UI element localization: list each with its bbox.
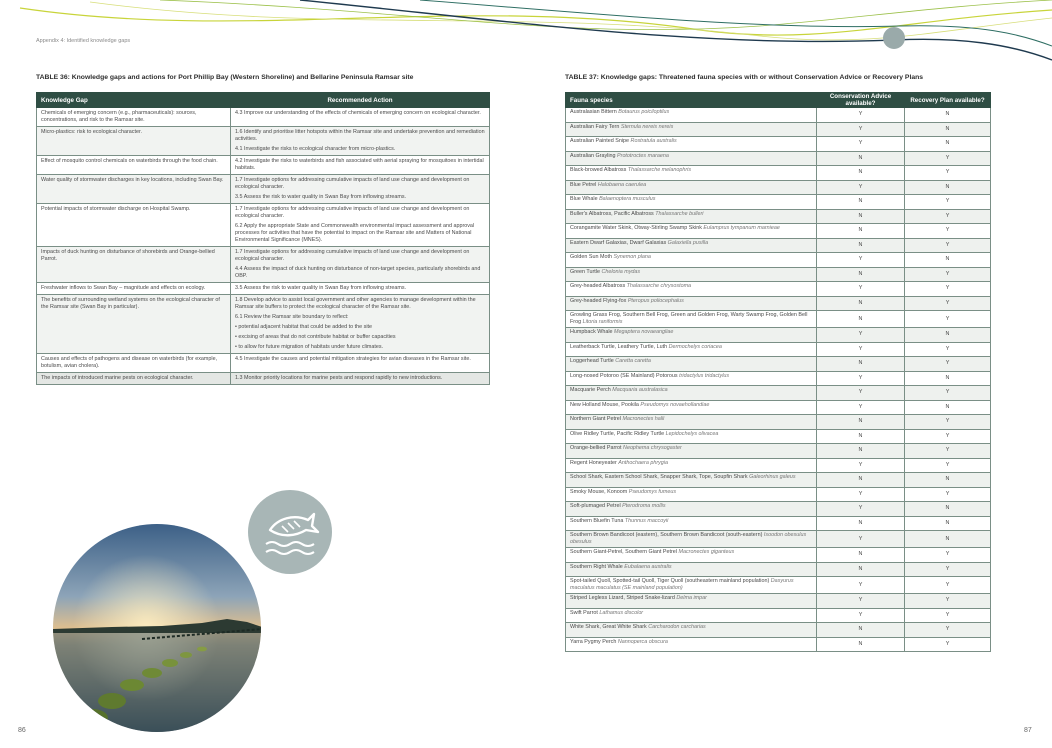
conservation-advice-cell: Y bbox=[817, 328, 905, 343]
fauna-species-cell bbox=[566, 371, 817, 386]
species-common-name: Loggerhead Turtle bbox=[570, 358, 614, 365]
knowledge-gap-cell: Potential impacts of stormwater discharge on Hospital Swamp. bbox=[37, 204, 231, 247]
recovery-plan-cell: N bbox=[905, 108, 991, 123]
species-common-name: Southern Giant-Petrel, Southern Giant Petrel bbox=[570, 549, 677, 556]
species-common-name: Spot-tailed Quoll, Spotted-tail Quoll, Tiger Quoll (southeastern mainland population) bbox=[570, 578, 770, 585]
fauna-species-cell bbox=[566, 108, 817, 123]
table-row bbox=[566, 516, 991, 531]
species-scientific-name: Macronectes giganteus bbox=[678, 549, 735, 556]
species-scientific-name: Pteropus poliocephalus bbox=[627, 297, 684, 304]
species-common-name: Soft-plumaged Petrel bbox=[570, 503, 621, 510]
species-common-name: Green Turtle bbox=[570, 268, 600, 275]
table37-title: TABLE 37: Knowledge gaps: Threatened fauna species with or without Conservation Advice or Recovery Plans bbox=[565, 74, 924, 81]
fauna-species-cell bbox=[566, 166, 817, 181]
species-common-name: Golden Sun Moth bbox=[570, 254, 612, 260]
conservation-advice-cell: N bbox=[817, 429, 905, 444]
action-item: 1.3 Monitor priority locations for marine pests and respond rapidly to new introductions. bbox=[235, 375, 443, 382]
action-item: 4.3 Improve our understanding of the effects of chemicals of emerging concern on ecological character. bbox=[235, 110, 481, 116]
species-scientific-name: Pterodroma mollis bbox=[622, 503, 666, 510]
column-header-knowledge-gap: Knowledge Gap bbox=[37, 93, 231, 108]
fauna-species-cell bbox=[566, 415, 817, 430]
species-scientific-name: Dasyurus maculatus maculatus (SE mainland population) bbox=[570, 578, 794, 592]
fauna-species-cell bbox=[566, 458, 817, 473]
species-common-name: Grey-headed Flying-fox bbox=[570, 297, 627, 304]
conservation-advice-cell: Y bbox=[817, 577, 905, 594]
recovery-plan-cell: Y bbox=[905, 224, 991, 239]
species-common-name: Australian Painted Snipe bbox=[570, 138, 630, 144]
knowledge-gap-cell: Water quality of stormwater discharges in key locations, including Swan Bay. bbox=[37, 175, 231, 204]
species-common-name: Striped Legless Lizard, Striped Snake-lizard bbox=[570, 595, 675, 602]
fauna-species-cell bbox=[566, 180, 817, 195]
recommended-action-cell bbox=[231, 175, 490, 204]
species-scientific-name: Nannoperca obscura bbox=[617, 638, 668, 645]
species-scientific-name: Rostratula australis bbox=[630, 138, 677, 144]
table-row bbox=[566, 637, 991, 652]
table-row bbox=[37, 156, 490, 175]
wetland-sunset-photo bbox=[52, 523, 262, 733]
action-item: 6.1 Review the Ramsar site boundary to reflect: bbox=[235, 314, 349, 321]
table36-title: TABLE 36: Knowledge gaps and actions for Port Phillip Bay (Western Shoreline) and Bellarine Peninsula Ramsar site bbox=[36, 74, 414, 81]
conservation-advice-cell: N bbox=[817, 516, 905, 531]
species-scientific-name: Galeorhinus galeus bbox=[749, 474, 796, 481]
conservation-advice-cell: N bbox=[817, 637, 905, 652]
knowledge-gap-cell: Chemicals of emerging concern (e.g., pharmaceuticals): sources, concentrations, and risk to the Ramsar site. bbox=[37, 108, 231, 127]
table-row bbox=[566, 458, 991, 473]
species-common-name: Grey-headed Albatross bbox=[570, 283, 626, 289]
recovery-plan-cell: Y bbox=[905, 296, 991, 311]
table-row bbox=[566, 400, 991, 415]
column-header-fauna-species: Fauna species bbox=[566, 93, 817, 108]
recovery-plan-cell: Y bbox=[905, 311, 991, 328]
recommended-action-cell bbox=[231, 354, 490, 373]
species-common-name: Black-browed Albatross bbox=[570, 167, 627, 173]
fauna-species-cell bbox=[566, 577, 817, 594]
species-common-name: Humpback Whale bbox=[570, 329, 613, 336]
conservation-advice-cell: N bbox=[817, 623, 905, 638]
table-row bbox=[566, 238, 991, 253]
action-item: • excising of areas that do not contribute habitat or buffer capacities bbox=[235, 334, 396, 341]
species-common-name: Swift Parrot bbox=[570, 609, 598, 616]
species-common-name: Olive Ridley Turtle, Pacific Ridley Turtle bbox=[570, 430, 665, 437]
recommended-action-cell bbox=[231, 373, 490, 385]
species-scientific-name: Lathamus discolor bbox=[599, 609, 644, 616]
species-scientific-name: Botaurus poiciloptilus bbox=[618, 109, 670, 115]
species-common-name: Buller's Albatross, Pacific Albatross bbox=[570, 210, 654, 217]
conservation-advice-cell: N bbox=[817, 166, 905, 181]
fauna-species-cell bbox=[566, 516, 817, 531]
conservation-advice-cell: Y bbox=[817, 180, 905, 195]
table-row bbox=[566, 253, 991, 268]
conservation-advice-cell: N bbox=[817, 548, 905, 563]
fauna-species-cell bbox=[566, 151, 817, 166]
species-scientific-name: Delma impar bbox=[676, 595, 707, 602]
table-row bbox=[566, 473, 991, 488]
recovery-plan-cell: Y bbox=[905, 444, 991, 459]
action-item: 4.5 Investigate the causes and potential mitigation strategies for avian diseases in the Ramsar site. bbox=[235, 356, 471, 363]
species-scientific-name: Eubalaena australis bbox=[624, 563, 672, 570]
species-common-name: Growling Grass Frog, Southern Bell Frog, Green and Golden Frog, Warty Swamp Frog, Golden Bell Frog bbox=[570, 312, 808, 326]
table-row bbox=[566, 502, 991, 517]
action-item: 4.4 Assess the impact of duck hunting on disturbance of non-target species, particularly shorebirds and OBP. bbox=[235, 266, 481, 280]
recovery-plan-cell: Y bbox=[905, 415, 991, 430]
conservation-advice-cell: N bbox=[817, 562, 905, 577]
table-row bbox=[566, 415, 991, 430]
table-row bbox=[566, 267, 991, 282]
conservation-advice-cell: N bbox=[817, 195, 905, 210]
action-item: 1.8 Develop advice to assist local government and other agencies to manage development within the Ramsar site buffers to protect the ecological character of the Ramsar site. bbox=[235, 297, 476, 311]
fauna-species-cell bbox=[566, 594, 817, 609]
fauna-species-cell bbox=[566, 311, 817, 328]
action-item: 3.5 Assess the risk to water quality in Swan Bay from inflowing streams. bbox=[235, 285, 407, 292]
action-item: 1.7 Investigate options for addressing cumulative impacts of land use change and development on ecological character. bbox=[235, 206, 470, 220]
recovery-plan-cell: N bbox=[905, 253, 991, 268]
species-common-name: Eastern Dwarf Galaxias, Dwarf Galaxias bbox=[570, 239, 667, 246]
table-row bbox=[37, 108, 490, 127]
species-common-name: New Holland Mouse, Pookila bbox=[570, 401, 639, 408]
species-scientific-name: Prototroctes maraena bbox=[617, 152, 669, 159]
table-row bbox=[566, 328, 991, 343]
table-row bbox=[566, 623, 991, 638]
table-row bbox=[566, 151, 991, 166]
recovery-plan-cell: Y bbox=[905, 577, 991, 594]
recovery-plan-cell: N bbox=[905, 122, 991, 137]
conservation-advice-cell: Y bbox=[817, 458, 905, 473]
knowledge-gap-cell: Effect of mosquito control chemicals on waterbirds through the food chain. bbox=[37, 156, 231, 175]
recovery-plan-cell: N bbox=[905, 516, 991, 531]
recovery-plan-cell: Y bbox=[905, 209, 991, 224]
recovery-plan-cell: Y bbox=[905, 166, 991, 181]
knowledge-gap-cell: The benefits of surrounding wetland systems on the ecological character of the Ramsar site (Swan Bay in particular). bbox=[37, 295, 231, 354]
table-row bbox=[566, 122, 991, 137]
conservation-advice-cell: N bbox=[817, 444, 905, 459]
action-item: 1.7 Investigate options for addressing cumulative impacts of land use change and development on ecological character. bbox=[235, 177, 470, 191]
fauna-species-cell bbox=[566, 238, 817, 253]
conservation-advice-cell: Y bbox=[817, 400, 905, 415]
table-row bbox=[566, 195, 991, 210]
table-row bbox=[566, 137, 991, 152]
species-scientific-name: Carcharodon carcharias bbox=[648, 624, 706, 631]
table-row bbox=[566, 386, 991, 401]
knowledge-gaps-table bbox=[36, 92, 490, 385]
table-row bbox=[37, 354, 490, 373]
fauna-species-cell bbox=[566, 267, 817, 282]
fauna-species-cell bbox=[566, 531, 817, 548]
species-scientific-name: Neophema chrysogaster bbox=[623, 445, 682, 452]
table-row bbox=[566, 487, 991, 502]
table-row bbox=[566, 429, 991, 444]
recovery-plan-cell: Y bbox=[905, 637, 991, 652]
recovery-plan-cell: Y bbox=[905, 594, 991, 609]
species-scientific-name: Megaptera novaeangliae bbox=[614, 329, 674, 336]
species-common-name: Australasian Bittern bbox=[570, 109, 617, 115]
recovery-plan-cell: Y bbox=[905, 386, 991, 401]
header-dot bbox=[883, 27, 905, 49]
recovery-plan-cell: Y bbox=[905, 548, 991, 563]
recommended-action-cell bbox=[231, 108, 490, 127]
fauna-species-cell bbox=[566, 357, 817, 372]
column-header-recommended-action: Recommended Action bbox=[231, 93, 490, 108]
conservation-advice-cell: Y bbox=[817, 531, 905, 548]
species-common-name: Northern Giant Petrel bbox=[570, 416, 621, 423]
species-common-name: Regent Honeyeater bbox=[570, 459, 617, 466]
conservation-advice-cell: N bbox=[817, 357, 905, 372]
knowledge-gap-cell: Causes and effects of pathogens and disease on waterbirds (for example, botulism, avian cholera). bbox=[37, 354, 231, 373]
recommended-action-cell bbox=[231, 295, 490, 354]
fauna-species-cell bbox=[566, 296, 817, 311]
fauna-species-cell bbox=[566, 342, 817, 357]
species-scientific-name: Balaenoptera musculus bbox=[599, 196, 656, 202]
column-header-conservation-advice: Conservation Advice available? bbox=[817, 93, 905, 108]
conservation-advice-cell: N bbox=[817, 267, 905, 282]
conservation-advice-cell: N bbox=[817, 473, 905, 488]
recovery-plan-cell: N bbox=[905, 328, 991, 343]
recommended-action-cell bbox=[231, 247, 490, 283]
fauna-species-cell bbox=[566, 386, 817, 401]
conservation-advice-cell: N bbox=[817, 296, 905, 311]
species-scientific-name: tridactylus tridactylus bbox=[679, 372, 730, 379]
species-common-name: Macquarie Perch bbox=[570, 387, 611, 394]
table-row bbox=[37, 295, 490, 354]
table-row bbox=[37, 175, 490, 204]
table-row bbox=[37, 204, 490, 247]
action-item: 1.6 Identify and prioritise litter hotspots within the Ramsar site and undertake prevention and remediation activities. bbox=[235, 129, 485, 143]
conservation-advice-cell: Y bbox=[817, 342, 905, 357]
knowledge-gap-cell: Impacts of duck hunting on disturbance of shorebirds and Orange-bellied Parrot. bbox=[37, 247, 231, 283]
species-scientific-name: Thalassarche melanophris bbox=[627, 167, 692, 173]
table-row bbox=[566, 282, 991, 297]
species-scientific-name: Halobaena caerulea bbox=[597, 181, 647, 188]
table-row bbox=[566, 224, 991, 239]
threatened-fauna-table bbox=[565, 92, 991, 652]
conservation-advice-cell: Y bbox=[817, 487, 905, 502]
table-row bbox=[37, 283, 490, 295]
species-scientific-name: Thunnus maccoyii bbox=[624, 517, 669, 524]
species-scientific-name: Pseudomys fumeus bbox=[628, 488, 677, 495]
conservation-advice-cell: Y bbox=[817, 282, 905, 297]
page-number-right: 87 bbox=[1024, 727, 1032, 734]
species-common-name: Long-nosed Potoroo (SE Mainland) Potorous bbox=[570, 372, 678, 379]
species-scientific-name: Dermochelys coriacea bbox=[668, 343, 722, 350]
recovery-plan-cell: Y bbox=[905, 267, 991, 282]
species-common-name: Smoky Mouse, Konoom bbox=[570, 488, 628, 495]
action-item: 6.2 Apply the appropriate State and Commonwealth environmental impact assessment and approval processes for activities that have the potential to impact on the Ramsar site and Matters of National Environmental Significance (MNES). bbox=[235, 223, 475, 244]
species-scientific-name: Isoodon obesulus obesulus bbox=[570, 532, 807, 546]
recovery-plan-cell: Y bbox=[905, 342, 991, 357]
fauna-species-cell bbox=[566, 623, 817, 638]
conservation-advice-cell: Y bbox=[817, 253, 905, 268]
fauna-species-cell bbox=[566, 608, 817, 623]
species-common-name: Southern Brown Bandicoot (eastern), Southern Brown Bandicoot (south-eastern) bbox=[570, 532, 763, 539]
species-common-name: Southern Right Whale bbox=[570, 563, 623, 570]
table-row bbox=[566, 180, 991, 195]
species-scientific-name: Pseudomys novaehollandiae bbox=[640, 401, 710, 408]
recovery-plan-cell: Y bbox=[905, 195, 991, 210]
species-scientific-name: Galaxiella pusilla bbox=[667, 239, 709, 246]
table-row bbox=[566, 209, 991, 224]
fauna-species-cell bbox=[566, 473, 817, 488]
recovery-plan-cell: Y bbox=[905, 282, 991, 297]
species-common-name: Corangamite Water Skink, Otway-Stirling Swamp Skink bbox=[570, 225, 702, 231]
recovery-plan-cell: N bbox=[905, 531, 991, 548]
species-scientific-name: Chelonia mydas bbox=[601, 268, 641, 275]
table-row bbox=[566, 296, 991, 311]
recovery-plan-cell: N bbox=[905, 400, 991, 415]
fauna-species-cell bbox=[566, 562, 817, 577]
fauna-species-cell bbox=[566, 548, 817, 563]
recovery-plan-cell: Y bbox=[905, 151, 991, 166]
recommended-action-cell bbox=[231, 204, 490, 247]
species-scientific-name: Macronectes halli bbox=[622, 416, 665, 423]
knowledge-gap-cell: Freshwater inflows to Swan Bay – magnitude and effects on ecology. bbox=[37, 283, 231, 295]
recommended-action-cell bbox=[231, 127, 490, 156]
conservation-advice-cell: Y bbox=[817, 371, 905, 386]
conservation-advice-cell: N bbox=[817, 151, 905, 166]
table-row bbox=[566, 608, 991, 623]
species-common-name: Southern Bluefin Tuna bbox=[570, 517, 624, 524]
conservation-advice-cell: Y bbox=[817, 108, 905, 123]
species-scientific-name: Thalassarche chrysostoma bbox=[626, 283, 692, 289]
table-row bbox=[566, 357, 991, 372]
conservation-advice-cell: N bbox=[817, 311, 905, 328]
species-scientific-name: Macquaria australasica bbox=[612, 387, 668, 394]
species-scientific-name: Anthochaera phrygia bbox=[618, 459, 668, 466]
table-row bbox=[566, 531, 991, 548]
table-row bbox=[566, 342, 991, 357]
table-row bbox=[566, 594, 991, 609]
species-common-name: Yarra Pygmy Perch bbox=[570, 638, 617, 645]
conservation-advice-cell: N bbox=[817, 209, 905, 224]
conservation-advice-cell: N bbox=[817, 415, 905, 430]
fauna-species-cell bbox=[566, 502, 817, 517]
column-header-recovery-plan: Recovery Plan available? bbox=[905, 93, 991, 108]
conservation-advice-cell: Y bbox=[817, 594, 905, 609]
fauna-species-cell bbox=[566, 400, 817, 415]
recommended-action-cell bbox=[231, 156, 490, 175]
recovery-plan-cell: N bbox=[905, 137, 991, 152]
fauna-species-cell bbox=[566, 209, 817, 224]
table-row bbox=[566, 562, 991, 577]
knowledge-gap-cell: Micro-plastics: risk to ecological character. bbox=[37, 127, 231, 156]
recovery-plan-cell: Y bbox=[905, 487, 991, 502]
species-common-name: Leatherback Turtle, Leathery Turtle, Luth bbox=[570, 343, 668, 350]
conservation-advice-cell: Y bbox=[817, 502, 905, 517]
fish-waves-icon bbox=[248, 490, 332, 574]
species-common-name: Australian Grayling bbox=[570, 152, 616, 159]
table-row bbox=[566, 166, 991, 181]
recovery-plan-cell: Y bbox=[905, 608, 991, 623]
fauna-species-cell bbox=[566, 429, 817, 444]
action-item: 4.1 Investigate the risks to ecological character from micro-plastics. bbox=[235, 146, 396, 153]
recovery-plan-cell: Y bbox=[905, 429, 991, 444]
table-row bbox=[566, 311, 991, 328]
header-wave-decoration bbox=[0, 0, 1052, 70]
fauna-species-cell bbox=[566, 195, 817, 210]
table-row bbox=[37, 373, 490, 385]
section-label: Appendix 4: Identified knowledge gaps bbox=[36, 38, 131, 44]
conservation-advice-cell: Y bbox=[817, 608, 905, 623]
action-item: • potential adjacent habitat that could be added to the site bbox=[235, 324, 373, 331]
species-common-name: Blue Whale bbox=[570, 196, 598, 202]
fauna-species-cell bbox=[566, 224, 817, 239]
table-row bbox=[566, 371, 991, 386]
recommended-action-cell bbox=[231, 283, 490, 295]
species-common-name: Blue Petrel bbox=[570, 181, 597, 188]
fauna-species-cell bbox=[566, 137, 817, 152]
page-number-left: 86 bbox=[18, 727, 26, 734]
fauna-species-cell bbox=[566, 253, 817, 268]
conservation-advice-cell: Y bbox=[817, 137, 905, 152]
fauna-species-cell bbox=[566, 487, 817, 502]
species-scientific-name: Lepidochelys olivacea bbox=[665, 430, 719, 437]
action-item: 4.2 Investigate the risks to waterbirds and fish associated with aerial spraying for mosquitoes in intertidal habitats. bbox=[235, 158, 484, 172]
recovery-plan-cell: N bbox=[905, 371, 991, 386]
fauna-species-cell bbox=[566, 122, 817, 137]
conservation-advice-cell: Y bbox=[817, 122, 905, 137]
action-item: 3.5 Assess the risk to water quality in Swan Bay from inflowing streams. bbox=[235, 194, 407, 201]
conservation-advice-cell: Y bbox=[817, 386, 905, 401]
table-row bbox=[566, 444, 991, 459]
species-scientific-name: Sternula nereis nereis bbox=[620, 123, 674, 130]
species-common-name: Orange-bellied Parrot bbox=[570, 445, 622, 452]
fauna-species-cell bbox=[566, 444, 817, 459]
knowledge-gap-cell: The impacts of introduced marine pests on ecological character. bbox=[37, 373, 231, 385]
recovery-plan-cell: N bbox=[905, 473, 991, 488]
table-row bbox=[566, 548, 991, 563]
species-scientific-name: Litoria raniformis bbox=[582, 319, 623, 326]
species-scientific-name: Eulamprus tympanum marnieae bbox=[703, 225, 780, 231]
action-item: 1.7 Investigate options for addressing cumulative impacts of land use change and development on ecological character. bbox=[235, 249, 470, 263]
table-row bbox=[37, 247, 490, 283]
recovery-plan-cell: Y bbox=[905, 562, 991, 577]
species-common-name: School Shark, Eastern School Shark, Snapper Shark, Tope, Soupfin Shark bbox=[570, 474, 748, 481]
table-row bbox=[37, 127, 490, 156]
species-scientific-name: Synemon plana bbox=[613, 254, 651, 260]
species-common-name: Australian Fairy Tern bbox=[570, 123, 620, 130]
recovery-plan-cell: Y bbox=[905, 458, 991, 473]
fauna-species-cell bbox=[566, 282, 817, 297]
species-common-name: White Shark, Great White Shark bbox=[570, 624, 647, 631]
recovery-plan-cell: N bbox=[905, 502, 991, 517]
recovery-plan-cell: Y bbox=[905, 238, 991, 253]
species-scientific-name: Caretta caretta bbox=[615, 358, 651, 365]
fauna-species-cell bbox=[566, 637, 817, 652]
recovery-plan-cell: Y bbox=[905, 623, 991, 638]
conservation-advice-cell: N bbox=[817, 238, 905, 253]
recovery-plan-cell: Y bbox=[905, 357, 991, 372]
recovery-plan-cell: N bbox=[905, 180, 991, 195]
table-row bbox=[566, 577, 991, 594]
action-item: • to allow for future migration of habitats under future climates. bbox=[235, 344, 384, 351]
conservation-advice-cell: N bbox=[817, 224, 905, 239]
species-scientific-name: Thalassarche bulleri bbox=[655, 210, 704, 217]
table-row bbox=[566, 108, 991, 123]
fauna-species-cell bbox=[566, 328, 817, 343]
